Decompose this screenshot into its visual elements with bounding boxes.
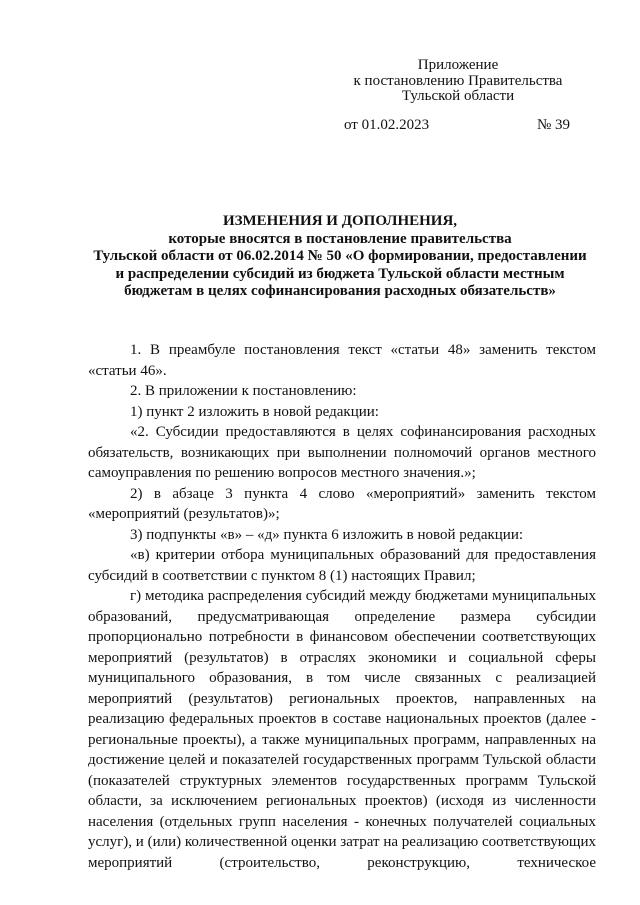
decree-date: от 01.02.2023 — [344, 117, 430, 133]
title-line-5: бюджетам в целях софинансирования расходных обязательств» — [124, 283, 556, 299]
document-body — [88, 340, 596, 873]
paragraph: 1. В преамбуле постановления текст «статьи 48» заменить текстом «статьи 46». — [88, 342, 596, 379]
title-heading: ИЗМЕНЕНИЯ И ДОПОЛНЕНИЯ, — [222, 213, 458, 229]
title-line-2: которые вносятся в постановление правительства — [168, 230, 512, 247]
title-line-3: Тульской области от 06.02.2014 № 50 «О формировании, предоставлении — [93, 248, 587, 264]
paragraph: «в) критерии отбора муниципальных образований для предоставления субсидий в соответствии с пунктом 8 (1) настоящих Правил; — [88, 547, 596, 584]
approval-line-2: к постановлению Правительства — [353, 72, 563, 89]
paragraph: 2) в абзаце 3 пункта 4 слово «мероприятий» заменить текстом «мероприятий (результатов)»; — [88, 485, 596, 522]
approval-line-3: Тульской области — [401, 88, 515, 104]
decree-date-number — [344, 117, 570, 134]
paragraph: 2. В приложении к постановлению: — [130, 383, 357, 399]
paragraph: 3) подпункты «в» – «д» пункта 6 изложить в новой редакции: — [130, 526, 524, 543]
document-title — [80, 213, 600, 301]
title-line-4: и распределении субсидий из бюджета Тульской области местным — [115, 265, 565, 282]
approval-line-1: Приложение — [417, 57, 499, 73]
paragraph: «2. Субсидии предоставляются в целях софинансирования расходных обязательств, возникающих при выполнении полномочий органов местного самоуправления по решению вопросов местного значения.»; — [88, 424, 596, 481]
paragraph: 1) пункт 2 изложить в новой редакции: — [130, 403, 379, 420]
decree-number: № 39 — [536, 117, 570, 133]
approval-block — [330, 58, 586, 105]
paragraph: г) методика распределения субсидий между бюджетами муниципальных образований, предусматривающая определение размера субсидии пропорционально потребности в финансовом обеспечении соответствующих мероприятий (результатов) в отраслях экономики и социальной сферы муниципального образования, в том числе связанных с реализацией мероприятий (результатов) региональных проектов, направленных на реализацию федеральных проектов в составе национальных проектов (далее - региональные проекты), а также муниципальных программ, направленных на достижение целей и показателей государственных программ Тульской области (показателей структурных элементов государственных программ Тульской области, за исключением региональных проектов) (исходя из численности населения (отдельных групп населения - конечных получателей социальных услуг), и (или) количественной оценки затрат на реализацию соответствующих мероприятий (строительство, реконструкцию, техническое — [88, 588, 596, 871]
